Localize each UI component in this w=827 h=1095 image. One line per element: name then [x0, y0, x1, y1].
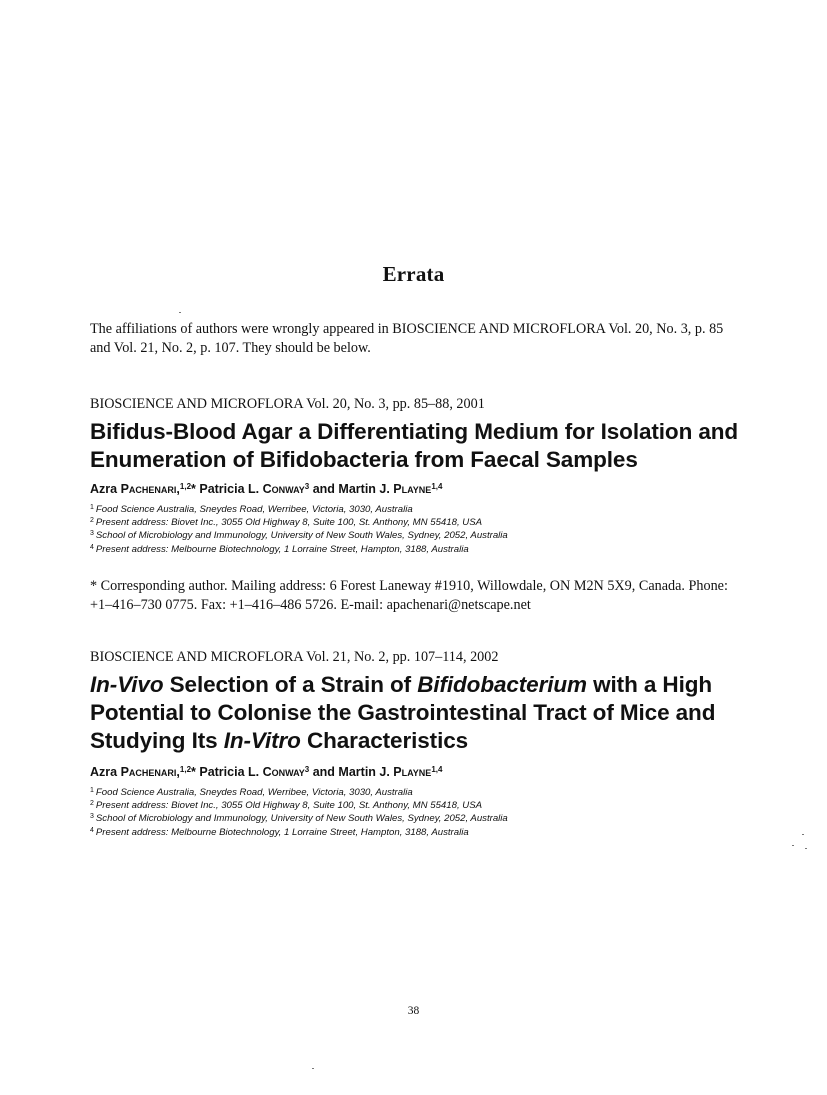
scan-speck — [179, 312, 181, 313]
article1-citation: BIOSCIENCE AND MICROFLORA Vol. 20, No. 3, pp. 85–88, 2001 — [90, 396, 485, 412]
article2-title-line-3 — [90, 727, 750, 755]
page-number: 38 — [407, 1005, 420, 1017]
affiliation-item — [90, 543, 750, 556]
author-affiliation-marker: 1,4 — [431, 765, 443, 774]
author-conjunction: and — [309, 765, 339, 779]
affiliation-item — [90, 812, 750, 825]
corresponding-author-marker: * — [191, 482, 200, 496]
author-first-name: Patricia L. — [199, 482, 263, 496]
intro-paragraph — [90, 320, 750, 358]
author-last-name: Conway — [262, 482, 305, 496]
author-affiliation-marker: 1,2 — [179, 482, 192, 491]
article2-title — [90, 671, 750, 755]
article1-title — [90, 418, 750, 474]
article2-citation: BIOSCIENCE AND MICROFLORA Vol. 21, No. 2, pp. 107–114, 2002 — [90, 649, 499, 665]
correspondence-line-2: +1–416–730 0775. Fax: +1–416–486 5726. E-mail: apachenari@netscape.net — [90, 597, 531, 613]
affiliation-text: Present address: Biovet Inc., 3055 Old Highway 8, Suite 100, St. Anthony, MN 55418, USA — [95, 517, 482, 529]
affiliation-item — [90, 826, 750, 839]
article1-title-line-2: Enumeration of Bifidobacteria from Faecal Samples — [90, 447, 638, 472]
affiliation-text: Present address: Biovet Inc., 3055 Old Highway 8, Suite 100, St. Anthony, MN 55418, USA — [95, 800, 482, 812]
affiliation-item — [90, 529, 750, 542]
affiliation-text: School of Microbiology and Immunology, University of New South Wales, Sydney, 2052, Australia — [95, 813, 508, 825]
article2-affiliations — [90, 786, 750, 839]
title-text: Studying Its — [90, 728, 224, 753]
author-first-name: Martin J. — [338, 765, 394, 779]
title-text: Characteristics — [300, 728, 469, 753]
affiliation-number: 2 — [90, 517, 94, 525]
scan-speck — [805, 848, 807, 849]
article2-authors — [90, 764, 750, 780]
article1-title-line-1: Bifidus-Blood Agar a Differentiating Medium for Isolation and — [90, 419, 739, 444]
affiliation-text: Food Science Australia, Sneydes Road, Werribee, Victoria, 3030, Australia — [95, 787, 413, 798]
corresponding-author-marker: * — [191, 765, 200, 779]
title-italic-term: Bifidobacterium — [417, 672, 587, 697]
affiliation-text: School of Microbiology and Immunology, University of New South Wales, Sydney, 2052, Australia — [95, 530, 508, 542]
author-affiliation-marker: 1,2 — [179, 765, 192, 774]
corresponding-author-note — [90, 577, 760, 615]
author-affiliation-marker: 3 — [304, 482, 310, 491]
scan-speck — [312, 1068, 314, 1069]
title-text: Selection of a Strain of — [163, 672, 418, 697]
affiliation-text: Present address: Melbourne Biotechnology, 1 Lorraine Street, Hampton, 3188, Australia — [95, 543, 469, 555]
title-italic-term: In-Vitro — [223, 728, 301, 753]
affiliation-number: 4 — [90, 826, 94, 834]
article2-title-line-1 — [90, 671, 750, 699]
author-first-name: Azra — [90, 482, 121, 496]
affiliation-text: Present address: Melbourne Biotechnology, 1 Lorraine Street, Hampton, 3188, Australia — [95, 826, 469, 838]
affiliation-item — [90, 786, 750, 799]
affiliation-number: 3 — [90, 530, 94, 538]
author-last-name: Playne — [393, 765, 432, 779]
affiliation-number: 1 — [90, 787, 94, 794]
author-affiliation-marker: 3 — [304, 765, 310, 774]
errata-title: Errata — [382, 262, 445, 286]
author-last-name: Conway — [262, 765, 305, 779]
article1-affiliations — [90, 503, 750, 556]
author-first-name: Azra — [90, 765, 121, 779]
intro-line-1: The affiliations of authors were wrongly appeared in BIOSCIENCE AND MICROFLORA Vol. 20, No. 3, p. 85 — [90, 321, 724, 337]
scan-speck — [802, 834, 804, 835]
author-first-name: Patricia L. — [199, 765, 263, 779]
affiliation-number: 3 — [90, 813, 94, 821]
author-last-name: Pachenari, — [120, 765, 180, 779]
author-first-name: Martin J. — [338, 482, 394, 496]
affiliation-number: 1 — [90, 504, 94, 511]
author-last-name: Playne — [393, 482, 432, 496]
affiliation-item — [90, 799, 750, 812]
affiliation-number: 2 — [90, 800, 94, 808]
affiliation-item — [90, 516, 750, 529]
correspondence-line-1: * Corresponding author. Mailing address: 6 Forest Laneway #1910, Willowdale, ON M2N 5X9, Canada. Phone: — [90, 578, 728, 594]
title-text: with a High — [586, 672, 713, 697]
author-affiliation-marker: 1,4 — [431, 482, 443, 491]
author-conjunction: and — [309, 482, 339, 496]
article2-title-line-2: Potential to Colonise the Gastrointestinal Tract of Mice and — [90, 700, 716, 725]
affiliation-item — [90, 503, 750, 516]
title-italic-term: In-Vivo — [90, 672, 164, 697]
affiliation-text: Food Science Australia, Sneydes Road, Werribee, Victoria, 3030, Australia — [95, 504, 413, 515]
article1-authors — [90, 481, 750, 497]
affiliation-number: 4 — [90, 543, 94, 551]
author-last-name: Pachenari, — [120, 482, 180, 496]
scan-speck — [792, 845, 794, 846]
intro-line-2: and Vol. 21, No. 2, p. 107. They should be below. — [90, 340, 371, 356]
